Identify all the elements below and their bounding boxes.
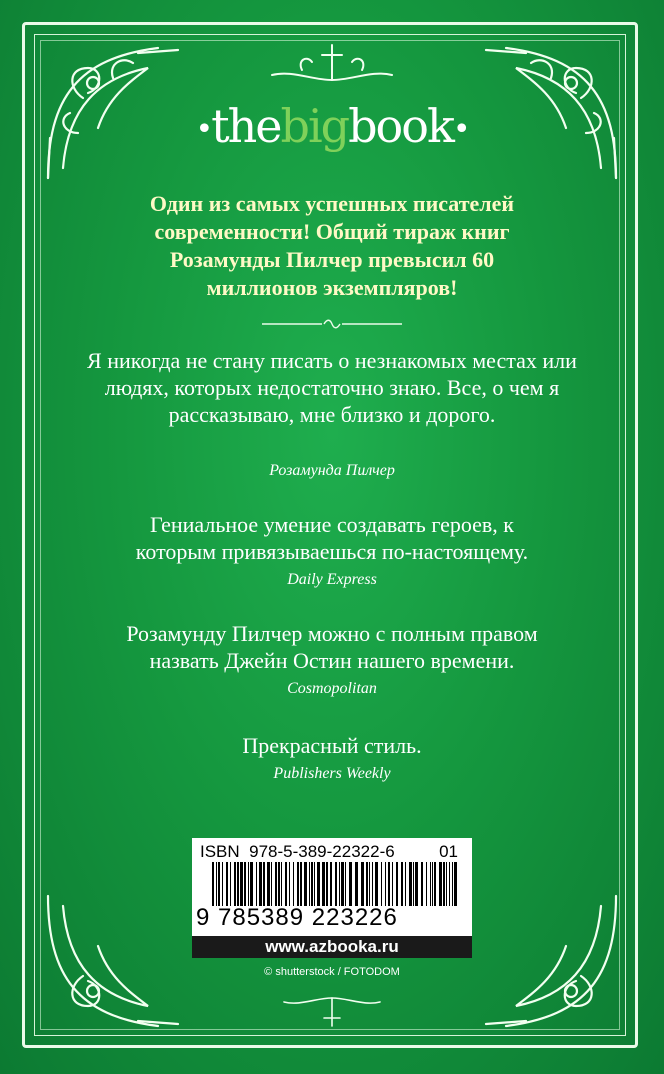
barcode-stripe	[285, 862, 287, 906]
logo-big: big	[280, 99, 349, 153]
barcode-stripe	[349, 862, 352, 906]
barcode-stripe	[309, 862, 310, 906]
barcode-stripe	[300, 862, 302, 906]
intro-blurb: Один из самых успешных писателей современности! Общий тираж книг Розамунды Пилчер превысил 60 миллионов экземпляров!	[149, 191, 515, 300]
barcode-stripe	[369, 862, 370, 906]
barcode-stripe	[381, 862, 382, 906]
publisher-url[interactable]: www.azbooka.ru	[192, 936, 472, 958]
barcode-stripe	[345, 862, 346, 906]
isbn-label	[200, 842, 466, 862]
barcode-stripe	[248, 862, 249, 906]
barcode-stripe	[421, 862, 423, 906]
barcode-stripe	[426, 862, 427, 906]
barcode-stripe	[250, 862, 253, 906]
quote-source-3: Cosmopolitan	[287, 680, 377, 697]
barcode-stripe	[275, 862, 277, 906]
barcode-stripe	[366, 862, 368, 906]
barcode-stripe	[339, 862, 340, 906]
photo-credit: © shutterstock / FOTODOM	[264, 966, 400, 978]
isbn-number: ISBN 978-5-389-22322-6	[200, 842, 395, 861]
barcode-stripe	[317, 862, 320, 906]
crest-ornament-top	[262, 40, 402, 90]
barcode-stripe	[216, 862, 217, 906]
quote-text-4: Прекрасный стиль.	[242, 733, 422, 758]
barcode-stripe	[234, 862, 236, 906]
barcode-stripe	[222, 862, 223, 906]
barcode-stripe	[443, 862, 445, 906]
barcode-stripe	[314, 862, 315, 906]
section-divider	[262, 318, 402, 330]
barcode-stripe	[311, 862, 313, 906]
barcode-stripe	[449, 862, 450, 906]
publisher-logo: •thebigbook•	[195, 99, 469, 153]
barcode-stripe	[341, 862, 344, 906]
barcode-stripe	[244, 862, 246, 906]
barcode-stripe	[304, 862, 307, 906]
barcode-stripe	[326, 862, 328, 906]
barcode-stripe	[454, 862, 457, 906]
barcode-stripe	[388, 862, 390, 906]
barcode-stripe	[434, 862, 436, 906]
crest-ornament-bottom	[262, 990, 402, 1030]
barcode-stripe	[392, 862, 393, 906]
barcode-stripe	[413, 862, 414, 906]
barcode-stripe	[322, 862, 325, 906]
barcode-stripe	[361, 862, 364, 906]
quote-text-1: Я никогда не стану писать о незнакомых местах или людях, которых недостаточно знаю. Все, о чем я рассказываю, мне близко и дорого.	[87, 348, 577, 427]
barcode-stripe	[240, 862, 243, 906]
barcode-stripe	[212, 862, 214, 906]
barcode-stripe	[330, 862, 332, 906]
barcode-stripe	[439, 862, 442, 906]
barcode-stripe	[409, 862, 412, 906]
barcode-stripe	[396, 862, 398, 906]
barcode-digits: 9 785389 223226	[196, 904, 398, 931]
barcode-stripe	[230, 862, 231, 906]
barcode-stripe	[278, 862, 280, 906]
barcode-stripe	[237, 862, 239, 906]
barcode-stripe	[335, 862, 337, 906]
barcode-stripe	[226, 862, 228, 906]
quote-source-2: Daily Express	[287, 571, 377, 588]
barcode-stripe	[293, 862, 294, 906]
barcode-stripe	[401, 862, 403, 906]
barcode-stripe	[372, 862, 373, 906]
barcode-stripe	[289, 862, 290, 906]
barcode-stripe	[259, 862, 262, 906]
quote-text-2: Гениальное умение создавать героев, к которым привязываешься по-настоящему.	[135, 512, 529, 564]
barcode-bars	[212, 862, 462, 906]
corner-ornament-bottom-left	[38, 886, 188, 1036]
barcode-stripe	[263, 862, 265, 906]
isbn-addon: 01	[439, 842, 458, 861]
barcode-stripe	[432, 862, 433, 906]
logo-book: book	[348, 99, 453, 153]
barcode-stripe	[375, 862, 378, 906]
barcode-stripe	[271, 862, 272, 906]
barcode-stripe	[256, 862, 257, 906]
barcode-stripe	[385, 862, 386, 906]
quote-source-4: Publishers Weekly	[273, 765, 391, 782]
barcode-stripe	[415, 862, 418, 906]
quote-text-3: Розамунду Пилчер можно с полным правом назвать Джейн Остин нашего времени.	[126, 621, 538, 673]
logo-the: the	[211, 99, 281, 153]
barcode-stripe	[218, 862, 220, 906]
barcode-stripe	[297, 862, 299, 906]
barcode-stripe	[430, 862, 431, 906]
barcode-stripe	[267, 862, 270, 906]
barcode-stripe	[452, 862, 453, 906]
barcode-stripe	[446, 862, 447, 906]
quote-source-1: Розамунда Пилчер	[269, 462, 395, 479]
barcode-stripe	[281, 862, 282, 906]
barcode-stripe	[355, 862, 358, 906]
barcode-stripe	[405, 862, 406, 906]
corner-ornament-bottom-right	[476, 886, 626, 1036]
